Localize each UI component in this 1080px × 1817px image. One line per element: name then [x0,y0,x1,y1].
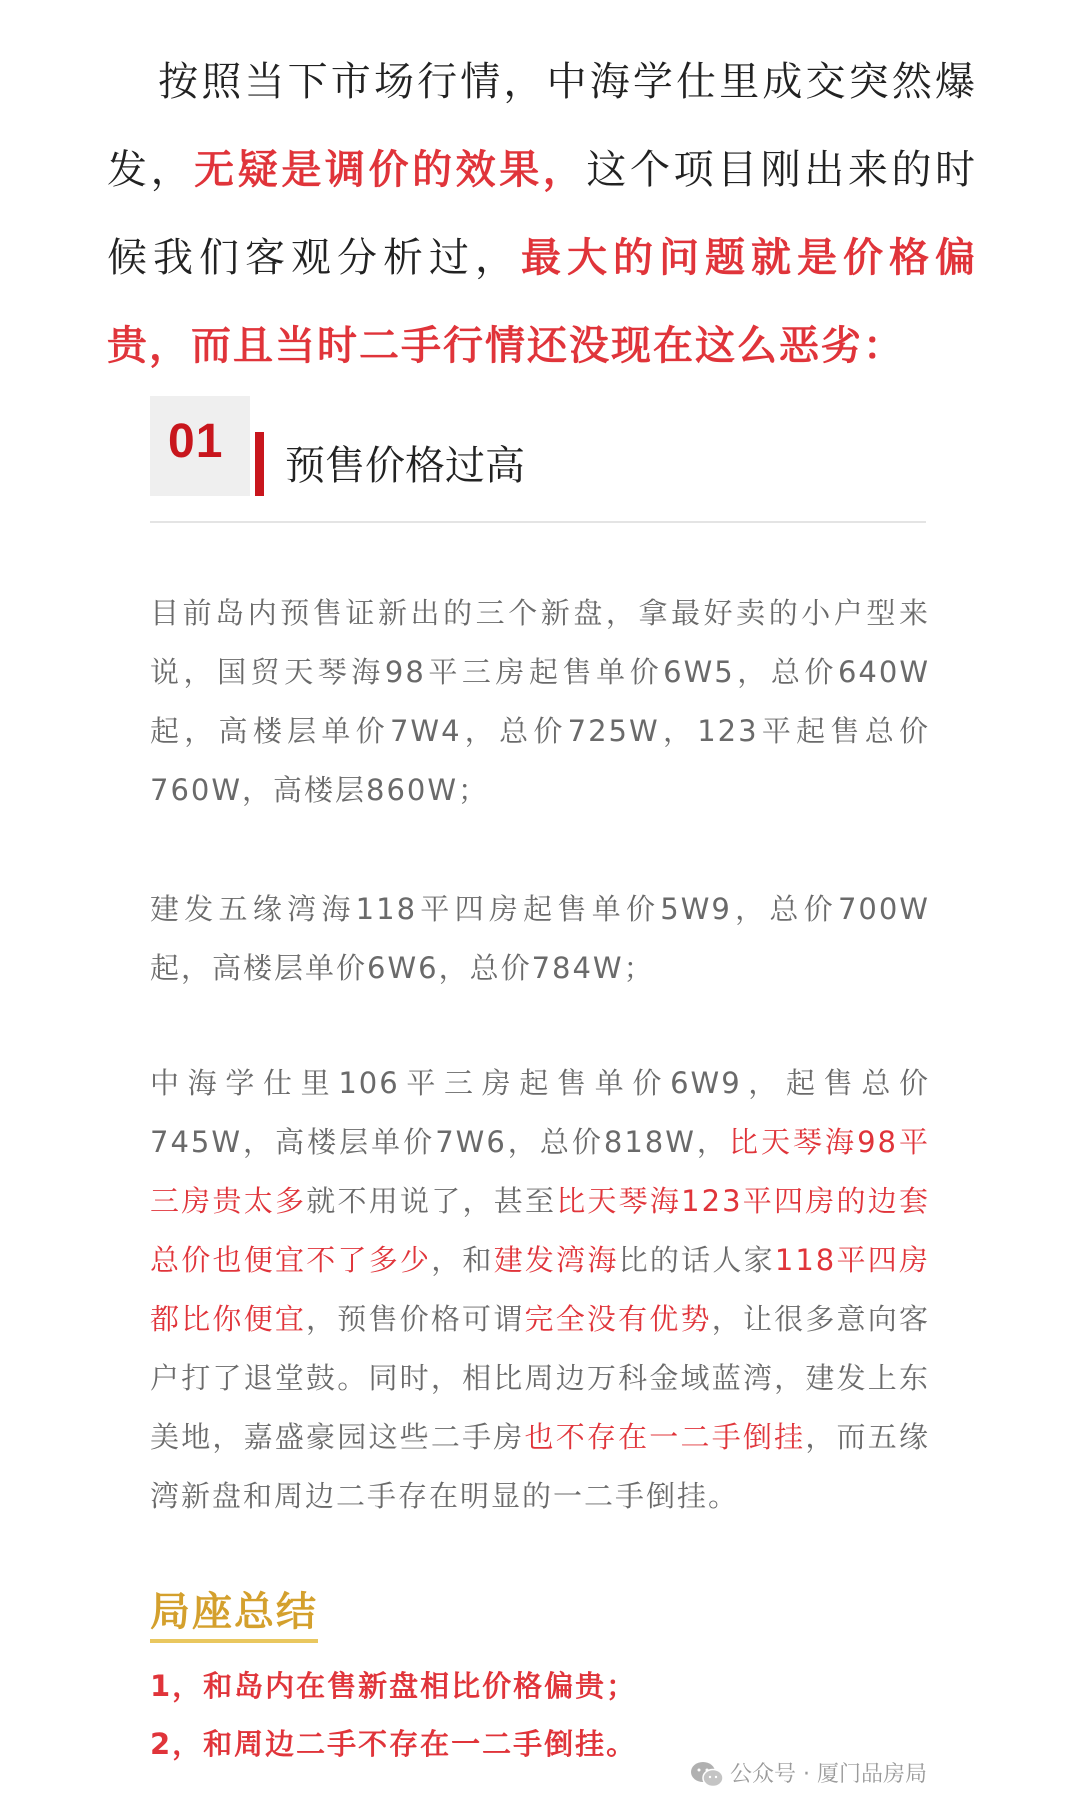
p3-highlight-f: 建发湾海 [493,1243,619,1277]
summary-item-1: 1，和岛内在售新盘相比价格偏贵； [150,1669,638,1703]
intro-text-1: 按照当下市场行情，中海学仕里成交突然爆发， [107,59,977,193]
paragraph-3 [150,1054,930,1526]
paragraph-1: 目前岛内预售证新出的三个新盘，拿最好卖的小户型来说，国贸天琴海98平三房起售单价6W5，总价640W起，高楼层单价7W4，总价725W，123平起售总价760W，高楼层860W； [150,596,930,807]
section-title: 预售价格过高 [285,443,525,489]
section-divider [150,521,926,523]
intro-paragraph [107,38,977,390]
section-number-box [150,396,250,496]
p3-text-g: 比的话人家 [618,1243,775,1277]
p3-highlight-j: 完全没有优势 [524,1302,712,1336]
intro-text-2: 这个项目刚出来的时候我们客观分析过， [107,147,978,281]
intro-highlight-1: 无疑是调价的效果， [194,147,587,193]
p3-highlight-l: 也不存在一二手倒挂 [524,1420,806,1454]
paragraph-2: 建发五缘湾海118平四房起售单价5W9，总价700W起，高楼层单价6W6，总价784W； [150,892,930,985]
p3-text-a: 中海学仕里106平三房起售单价6W9，起售总价745W，高楼层单价7W6，总价818W， [150,1066,930,1159]
p3-highlight-h: 118平四房都比你便宜 [150,1243,930,1336]
summary-title: 局座总结 [150,1580,318,1643]
p3-text-m: ，而五缘湾新盘和周边二手存在明显的一二手倒挂。 [150,1420,930,1513]
section-header [150,396,930,524]
intro-highlight-2: 最大的问题就是价格偏贵，而且当时二手行情还没现在这么恶劣： [107,235,977,369]
p3-highlight-d: 比天琴海123平四房的边套总价也便宜不了多少 [150,1184,930,1277]
section-number: 01 [168,415,224,468]
p3-text-e: ，和 [431,1243,494,1277]
section-accent-bar [255,432,264,496]
p3-text-i: ，预售价格可谓 [306,1302,525,1336]
p3-highlight-b: 比天琴海98平三房贵太多 [150,1125,930,1218]
footer-text: 公众号 · 厦门品房局 [730,1762,927,1787]
p3-text-c: 就不用说了，甚至 [306,1184,557,1218]
wechat-icon [690,1761,724,1789]
footer-watermark [690,1757,927,1789]
p3-text-k: ，让很多意向客户打了退堂鼓。同时，相比周边万科金域蓝湾，建发上东美地，嘉盛豪园这些二手房 [150,1302,930,1454]
summary-item-2: 2，和周边二手不存在一二手倒挂。 [150,1727,638,1761]
